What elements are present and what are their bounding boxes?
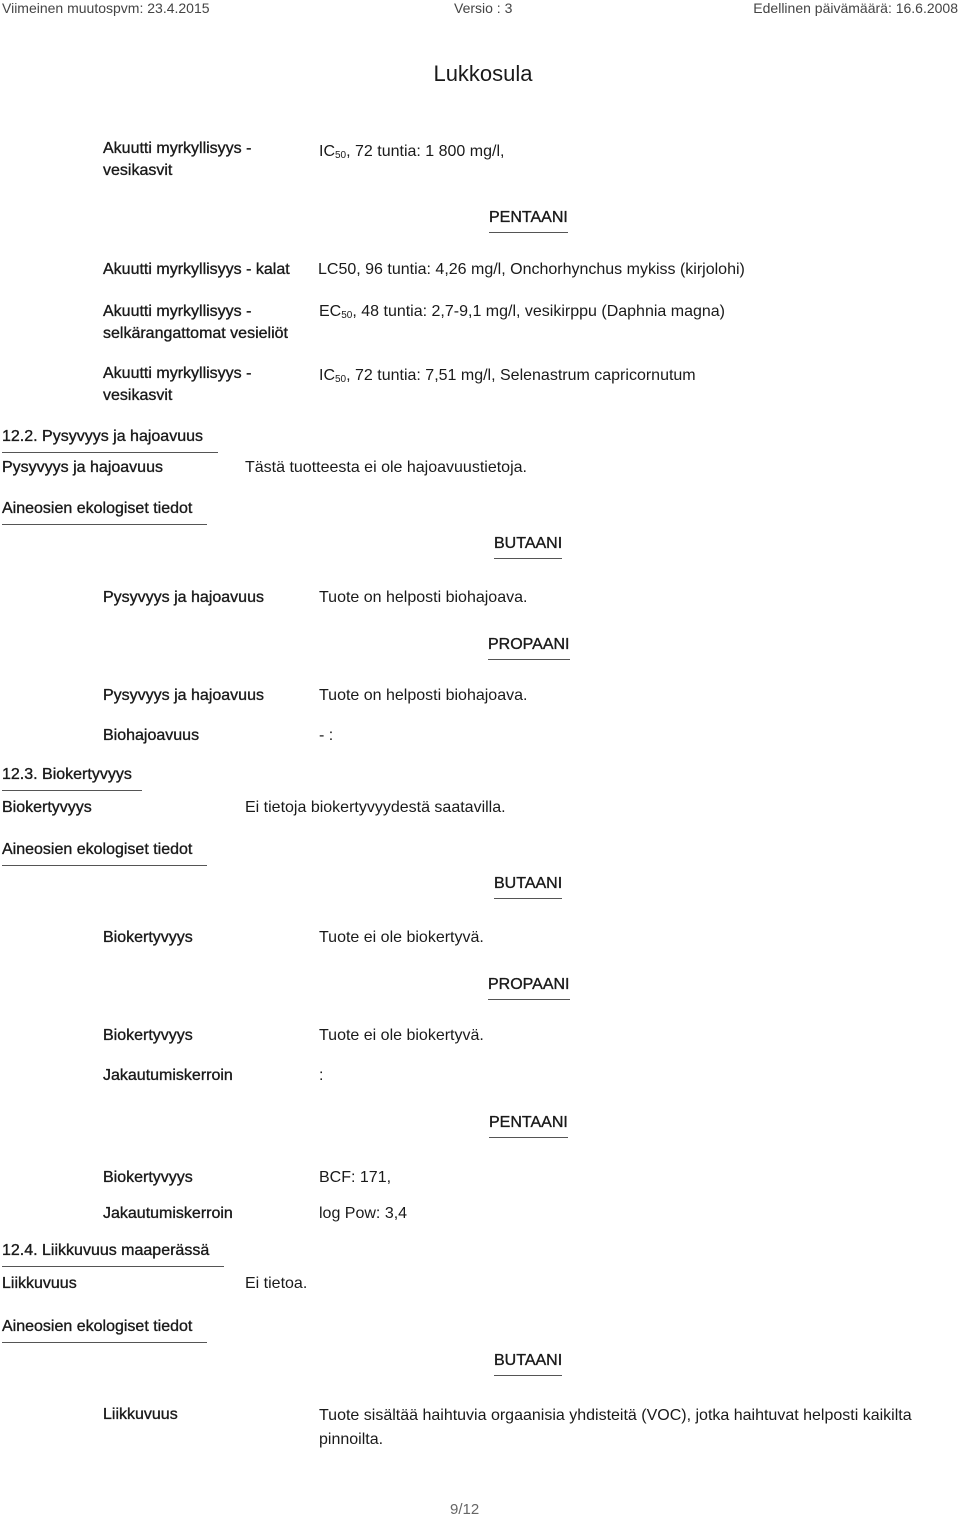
label-line-1: Akuutti myrkyllisyys - xyxy=(103,365,252,382)
label-line-1: Akuutti myrkyllisyys - xyxy=(103,140,252,157)
chem-heading-butaani: BUTAANI xyxy=(494,1350,562,1376)
value-subscript: 50 xyxy=(335,374,347,385)
label-line-2: selkärangattomat vesieliöt xyxy=(103,325,288,342)
invertebrate-toxicity-label xyxy=(103,301,288,345)
butaani-mobility-label: Liikkuvuus xyxy=(103,1406,178,1423)
fish-toxicity-value: LC50, 96 tuntia: 4,26 mg/l, Onchorhynchus mykiss (kirjolohi) xyxy=(318,261,745,278)
invertebrate-toxicity-value xyxy=(319,301,725,327)
chem-heading-butaani: BUTAANI xyxy=(494,873,562,899)
eco-info-heading: Aineosien ekologiset tiedot xyxy=(2,839,207,866)
eco-info-heading: Aineosien ekologiset tiedot xyxy=(2,1316,207,1343)
pentaani-bioaccumulation-label: Biokertyvyys xyxy=(103,1169,193,1186)
value-rest: , 72 tuntia: 1 800 mg/l, xyxy=(346,143,505,160)
propaani-persistence-label: Pysyvyys ja hajoavuus xyxy=(103,687,264,704)
chem-heading-pentaani: PENTAANI xyxy=(489,207,568,233)
section-12-4-heading: 12.4. Liikkuvuus maaperässä xyxy=(2,1240,224,1267)
butaani-bioaccumulation-value: Tuote ei ole biokertyvä. xyxy=(319,929,484,946)
header-version: Versio : 3 xyxy=(454,0,513,16)
plant-toxicity-label xyxy=(103,363,251,407)
mobility-label: Liikkuvuus xyxy=(2,1275,77,1292)
header-previous-date: Edellinen päivämäärä: 16.6.2008 xyxy=(753,0,958,16)
persistence-label: Pysyvyys ja hajoavuus xyxy=(2,459,163,476)
section-12-3-heading: 12.3. Biokertyvyys xyxy=(2,764,142,791)
value-subscript: 50 xyxy=(341,310,353,321)
pentaani-bcf-value: BCF: 171, xyxy=(319,1169,392,1186)
butaani-mobility-value: Tuote sisältää haihtuvia orgaanisia yhdisteitä (VOC), jotka haihtuvat helposti kaikilta pinnoilta. xyxy=(319,1407,912,1448)
pentaani-logpow-value: log Pow: 3,4 xyxy=(319,1205,408,1222)
propaani-persistence-value: Tuote on helposti biohajoava. xyxy=(319,687,528,704)
fish-toxicity-label: Akuutti myrkyllisyys - kalat xyxy=(103,261,290,278)
chem-heading-pentaani: PENTAANI xyxy=(489,1112,568,1138)
value-subscript: 50 xyxy=(335,150,347,161)
acute-toxicity-plants-label xyxy=(103,138,251,182)
value-rest: , 48 tuntia: 2,7-9,1 mg/l, vesikirppu (Daphnia magna) xyxy=(352,303,725,320)
header-last-modified: Viimeinen muutospvm: 23.4.2015 xyxy=(2,0,210,16)
chem-heading-propaani: PROPAANI xyxy=(488,974,570,1000)
plant-toxicity-value xyxy=(319,365,696,391)
value-prefix: EC xyxy=(319,303,342,320)
section-12-2-heading: 12.2. Pysyvyys ja hajoavuus xyxy=(2,426,218,453)
page-number: 9/12 xyxy=(450,1501,480,1518)
partition-coefficient-value: : xyxy=(319,1067,324,1084)
pentaani-partition-label: Jakautumiskerroin xyxy=(103,1205,233,1222)
partition-coefficient-label: Jakautumiskerroin xyxy=(103,1067,233,1084)
label-line-2: vesikasvit xyxy=(103,162,173,179)
butaani-persistence-label: Pysyvyys ja hajoavuus xyxy=(103,589,264,606)
butaani-persistence-value: Tuote on helposti biohajoava. xyxy=(319,589,528,606)
persistence-value: Tästä tuotteesta ei ole hajoavuustietoja. xyxy=(245,459,527,476)
biodegradability-value: - : xyxy=(319,727,334,744)
eco-info-heading: Aineosien ekologiset tiedot xyxy=(2,498,207,525)
butaani-bioaccumulation-label: Biokertyvyys xyxy=(103,929,193,946)
propaani-bioaccumulation-label: Biokertyvyys xyxy=(103,1027,193,1044)
acute-toxicity-plants-value xyxy=(319,141,504,167)
value-prefix: IC xyxy=(319,143,335,160)
mobility-value: Ei tietoa. xyxy=(245,1275,308,1292)
value-prefix: IC xyxy=(319,367,335,384)
propaani-bioaccumulation-value: Tuote ei ole biokertyvä. xyxy=(319,1027,484,1044)
bioaccumulation-label: Biokertyvyys xyxy=(2,799,92,816)
label-line-1: Akuutti myrkyllisyys - xyxy=(103,303,252,320)
document-title: Lukkosula xyxy=(433,61,533,86)
chem-heading-propaani: PROPAANI xyxy=(488,634,570,660)
label-line-2: vesikasvit xyxy=(103,387,173,404)
biodegradability-label: Biohajoavuus xyxy=(103,727,200,744)
value-rest: , 72 tuntia: 7,51 mg/l, Selenastrum capricornutum xyxy=(346,367,696,384)
bioaccumulation-value: Ei tietoja biokertyvyydestä saatavilla. xyxy=(245,799,506,816)
chem-heading-butaani: BUTAANI xyxy=(494,533,562,559)
